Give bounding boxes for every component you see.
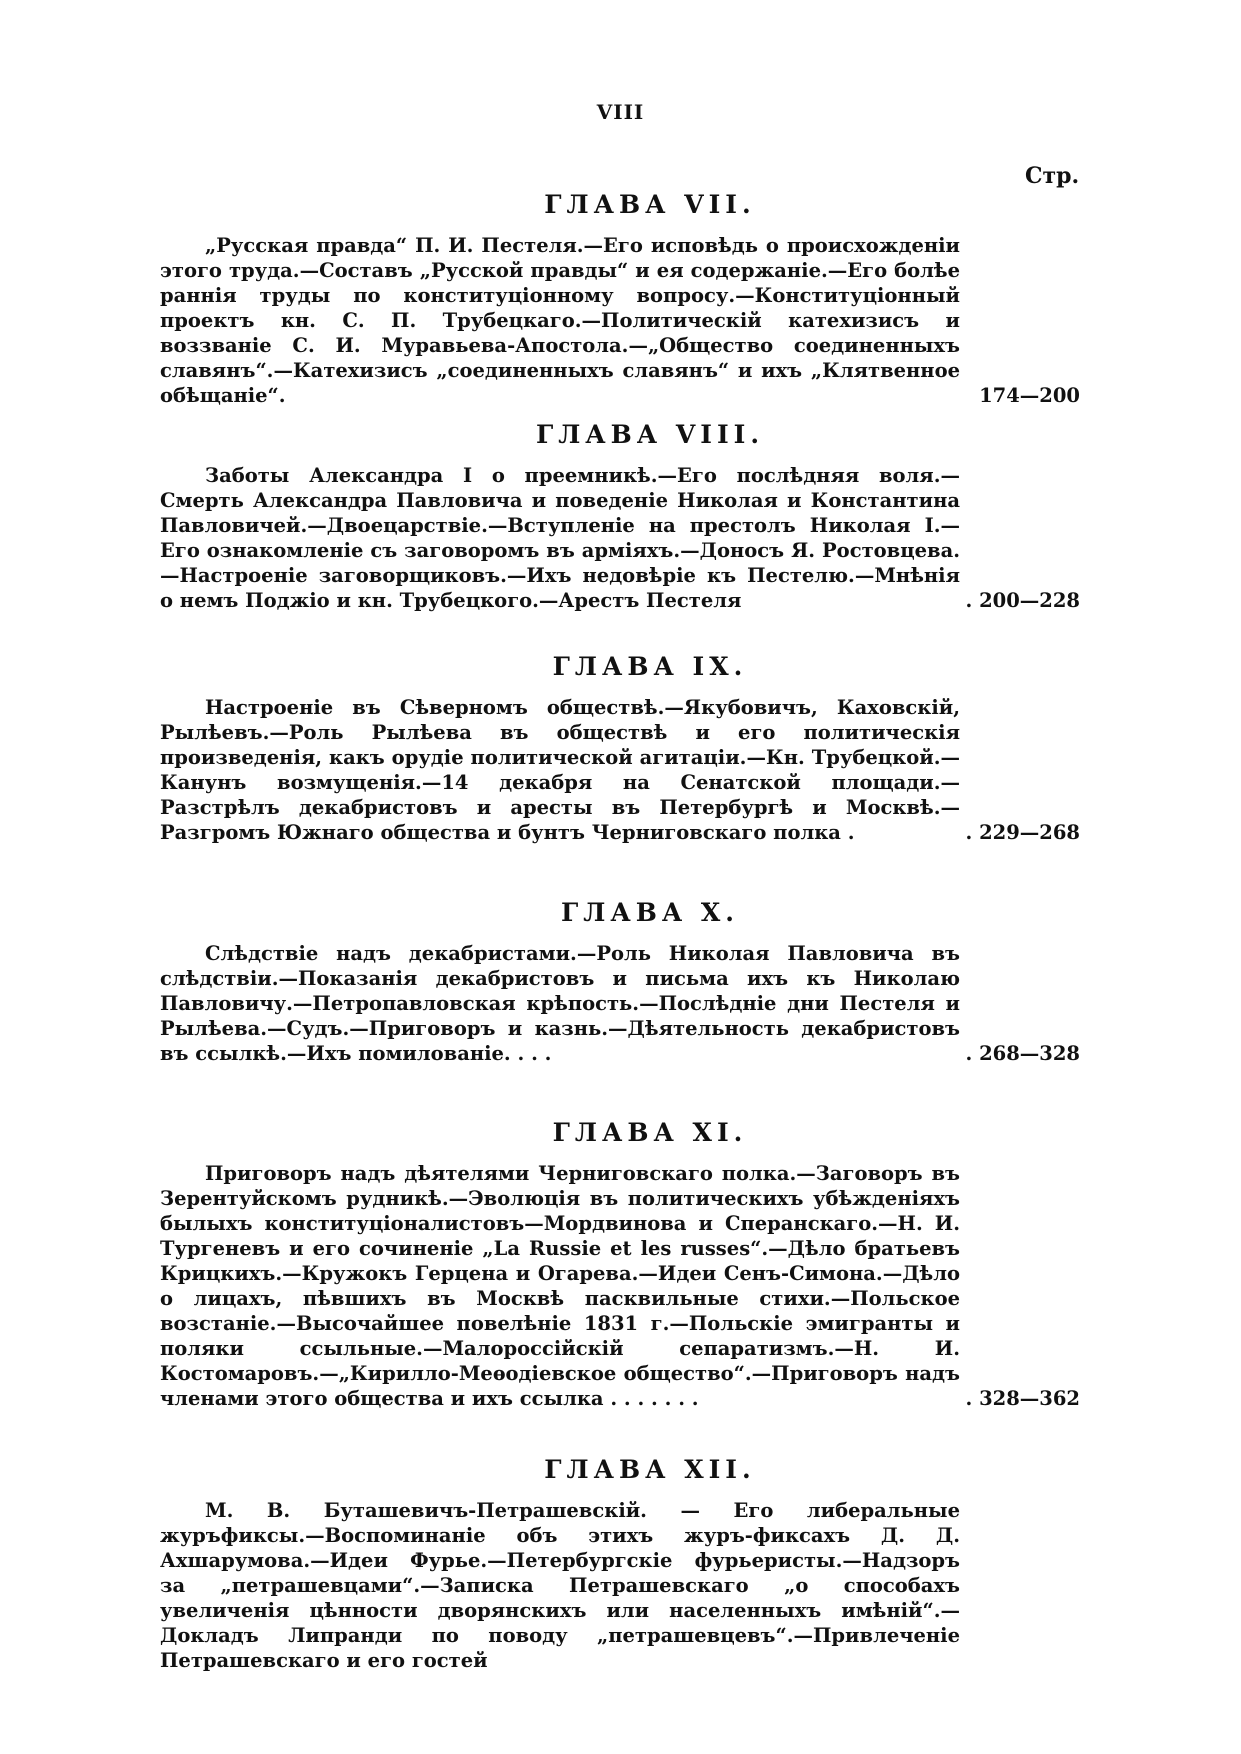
page-number: VIII <box>596 100 645 124</box>
chapter-page-range: . 268—328 <box>965 1042 1080 1065</box>
chapter-page-range: . 229—268 <box>965 821 1080 844</box>
chapter-summary: Слѣдствіе надъ декабристами.—Роль Николая Павловича въ слѣдствіи.—Показанія декабристовъ и письма ихъ къ Николаю Павловичу.—Петропавловская крѣпость.—Послѣдніе дни Пестеля и Рылѣева.—Судъ.—Приговоръ и казнь.—Дѣятельность декабристовъ въ ссылкѣ.—Ихъ помилованіе. . . . <box>160 942 960 1065</box>
chapter-page-range: . 328—362 <box>965 1387 1080 1410</box>
chapter-section <box>160 190 1080 408</box>
chapter-summary: Приговоръ надъ дѣятелями Черниговскаго полка.—Заговоръ въ Зерентуйскомъ рудникѣ.—Эволюція въ политическихъ убѣжденіяхъ былыхъ конституціоналистовъ—Мордвинова и Сперанскаго.—Н. И. Тургеневъ и его сочиненіе „La Russie et les russes“.—Дѣло братьевъ Крицкихъ.—Кружокъ Герцена и Огарева.—Идеи Сенъ-Симона.—Дѣло о лицахъ, пѣвшихъ въ Москвѣ пасквильные стихи.—Польское возстаніе.—Высочайшее повелѣніе 1831 г.—Польскіе эмигранты и поляки ссыльные.—Малороссійскій сепаратизмъ.—Н. И. Костомаровъ.—„Кирилло-Меѳодіевское общество“.—Приговоръ надъ членами этого общества и ихъ ссылка . . . . . . . <box>160 1162 960 1410</box>
chapter-page-range: . 200—228 <box>965 589 1080 612</box>
chapter-title: ГЛАВА XII. <box>544 1455 756 1484</box>
chapter-summary: М. В. Буташевичъ-Петрашевскій. — Его либеральные журъфиксы.—Воспоминаніе объ этихъ журъ-фиксахъ Д. Д. Ахшарумова.—Идеи Фурье.—Петербургскіе фурьеристы.—Надзоръ за „петрашевцами“.—Записка Петрашевскаго „о способахъ увеличенія цѣнности дворянскихъ или населенныхъ имѣній“.—Докладъ Липранди по поводу „петрашевцевъ“.—Привлеченіе Петрашевскаго и его гостей <box>160 1499 960 1672</box>
chapter-title: ГЛАВА XI. <box>552 1118 748 1147</box>
chapter-summary: Настроеніе въ Сѣверномъ обществѣ.—Якубовичъ, Каховскій, Рылѣевъ.—Роль Рылѣева въ обществѣ и его политическія произведенія, какъ орудіе политической агитаціи.—Кн. Трубецкой.— Канунъ возмущенія.—14 декабря на Сенатской площади.—Разстрѣлъ декабристовъ и аресты въ Петербургѣ и Москвѣ.—Разгромъ Южнаго общества и бунтъ Черниговскаго полка . <box>160 696 960 844</box>
pages-column-label: Стр. <box>1025 163 1080 189</box>
chapter-title: ГЛАВА VIII. <box>535 420 765 449</box>
chapter-section <box>160 1455 1080 1673</box>
chapter-summary: Заботы Александра I о преемникѣ.—Его послѣдняя воля.—Смерть Александра Павловича и поведеніе Николая и Константина Павловичей.—Двоецарствіе.—Вступленіе на престолъ Николая I.—Его ознакомленіе съ заговоромъ въ арміяхъ.—Доносъ Я. Ростовцева.—Настроеніе заговорщиковъ.—Ихъ недовѣріе къ Пестелю.—Мнѣнія о немъ Поджіо и кн. Трубецкого.—Арестъ Пестеля <box>160 464 960 612</box>
chapter-section <box>160 1118 1080 1411</box>
chapter-section <box>160 652 1080 845</box>
chapter-title: ГЛАВА X. <box>560 898 740 927</box>
chapter-page-range: 174—200 <box>979 384 1080 407</box>
chapter-section <box>160 420 1080 613</box>
chapter-title: ГЛАВА VII. <box>544 190 756 219</box>
chapter-title: ГЛАВА IX. <box>552 652 748 681</box>
chapter-summary: „Русская правда“ П. И. Пестеля.—Его исповѣдь о происхожденіи этого труда.—Составъ „Русской правды“ и ея содержаніе.—Его болѣе раннія труды по конституціонному вопросу.—Конституціонный проектъ кн. С. П. Трубецкаго.—Политическій катехизисъ и воззваніе С. И. Муравьева-Апостола.—„Общество соединенныхъ славянъ“.—Катехизисъ „соединенныхъ славянъ“ и ихъ „Клятвенное обѣщаніе“. <box>160 234 960 407</box>
chapter-section <box>160 898 1080 1066</box>
